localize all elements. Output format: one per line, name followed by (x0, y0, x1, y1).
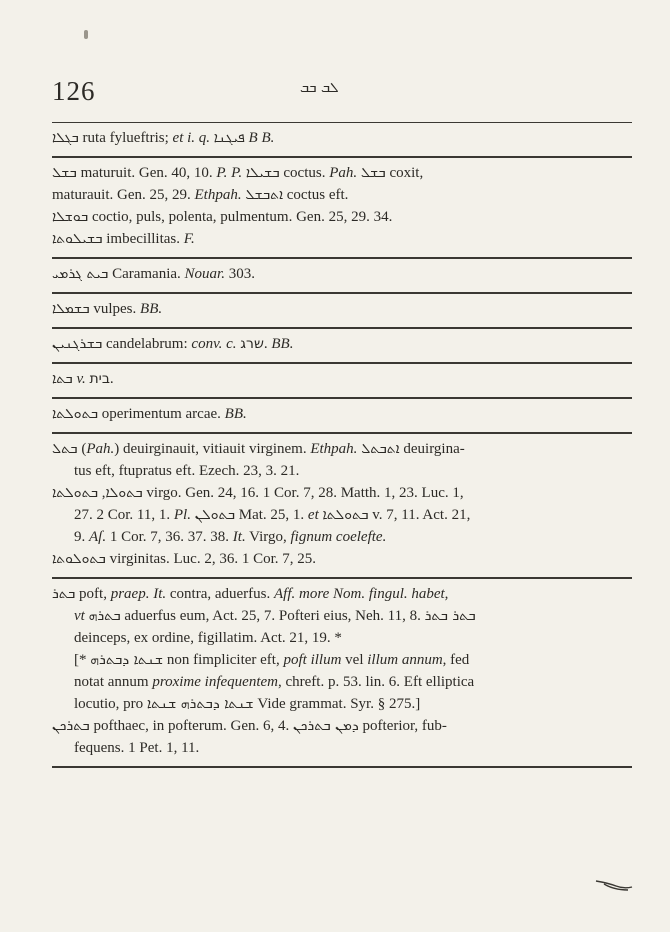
syriac-headword: ܫܢܬܐ ܕܒܬܪܗ ܫܢܬܐ (146, 696, 254, 712)
entry-line (52, 460, 632, 482)
entry-text: . (109, 371, 114, 387)
entry-line (52, 263, 632, 285)
entry-text: pofthaec, in pofterum. Gen. 6, 4. (89, 718, 293, 734)
entry-line (52, 298, 632, 320)
hebrew-word: שרג (240, 336, 264, 352)
entry-text: ) deuirginauit, vitiauit virginem. (114, 441, 311, 457)
syriac-headword: ܒܬܘܠܘܬܐ (52, 551, 106, 567)
entry-text: 1 Cor. 7, 36. 37. 38. (106, 529, 233, 545)
entry-divider (52, 156, 632, 158)
italic-text: It. (153, 586, 167, 602)
syriac-headword: ܒܬܘܠܐ (105, 485, 143, 501)
entry-text: locutio, pro (74, 696, 147, 712)
entry-divider (52, 122, 632, 123)
entry-text: v. 7, 11. Act. 21, (368, 507, 471, 523)
italic-text: et i. q. (172, 130, 211, 146)
italic-text: et (307, 507, 319, 523)
entry-text: candelabrum: (102, 336, 192, 352)
entry-line (52, 127, 632, 149)
entry-line (52, 482, 632, 504)
syriac-headword: ܒܝܬ ܓܪܡܝ (52, 266, 109, 282)
page-header (52, 76, 612, 108)
syriac-headword: ܕܡܢ ܒܬܪܟܢ (292, 718, 359, 734)
entry-line (52, 526, 632, 548)
syriac-headword: ܒܘܫܠܐ (52, 209, 89, 225)
italic-text: Aff. more Nom. fingul. habet, (274, 586, 449, 602)
dictionary-entry (52, 581, 632, 762)
entry-text: Vide grammat. Syr. § 275.] (253, 696, 421, 712)
entry-line (52, 649, 632, 671)
entry-line (52, 671, 632, 693)
italic-text: illum annum (367, 652, 443, 668)
entry-line (52, 438, 632, 460)
entry-line (52, 228, 632, 250)
italic-text: Ethpah. (194, 187, 242, 203)
syriac-headword: ܒܬܘܠܬܐ (52, 485, 99, 501)
entry-line (52, 605, 632, 627)
syriac-headword: ܒܬܪܗ (88, 608, 121, 624)
italic-text: F. (183, 231, 195, 247)
syriac-headword: ܒܬܠ (52, 441, 78, 457)
dictionary-entry (52, 261, 632, 288)
running-head: ܠܒ ܒܒ (300, 80, 339, 96)
entry-text: aduerfus eum, Act. 25, 7. Pofteri eius, Neh. 11, 8. (120, 608, 425, 624)
syriac-headword: ܒܬܪܟܢ (52, 718, 90, 734)
syriac-headword: ܒܬܘܠܬܐ (322, 507, 369, 523)
entry-text: ( (77, 441, 87, 457)
italic-text: fignum coelefte. (290, 529, 387, 545)
syriac-headword: ܒܫܪܓܢܝܢ (52, 336, 103, 352)
entry-text: , fed (442, 652, 470, 668)
entry-line (52, 403, 632, 425)
italic-text: Pah. (86, 441, 115, 457)
syriac-headword: ܒܫܡܠܐ (52, 301, 90, 317)
italic-text: BB. (271, 336, 294, 352)
syriac-headword: ܫܢܬܐ ܕܒܬܪܗ (90, 652, 164, 668)
italic-text: B B. (244, 130, 275, 146)
syriac-headword: ܒܬܪ (52, 586, 76, 602)
entry-text: poft, (75, 586, 111, 602)
hebrew-word: בית (89, 371, 110, 387)
entry-text: Caramania. (108, 266, 185, 282)
syriac-headword: ܒܬܪ ܒܬܪ (424, 608, 476, 624)
dictionary-entry (52, 125, 632, 152)
entry-text: , (98, 485, 106, 501)
entry-text: maturuit. Gen. 40, 10. (76, 165, 217, 181)
entry-line (52, 333, 632, 355)
dictionary-entry (52, 331, 632, 358)
entry-text: tus eft, ftupratus eft. Ezech. 23, 3. 21. (74, 463, 300, 479)
entry-text: operimentum arcae. (98, 406, 225, 422)
syriac-headword: ܦܝܓܢܐ (213, 130, 245, 146)
entry-text: coctus eft. (283, 187, 349, 203)
entry-divider (52, 292, 632, 294)
entry-text: 27. 2 Cor. 11, 1. (74, 507, 174, 523)
italic-text: proxime infequentem (152, 674, 278, 690)
dictionary-entries (52, 120, 632, 770)
entry-divider (52, 327, 632, 329)
italic-text: poft illum (283, 652, 342, 668)
entry-line (52, 162, 632, 184)
dictionary-entry (52, 160, 632, 253)
entry-text: vulpes. (89, 301, 141, 317)
entry-text: , chreft. p. 53. lin. 6. Eft elliptica (277, 674, 475, 690)
dictionary-entry (52, 436, 632, 573)
entry-text: 9. (74, 529, 89, 545)
syriac-headword: ܒܫܠ (360, 165, 386, 181)
entry-text: contra, aduerfus. (166, 586, 274, 602)
italic-text: Pah. (329, 165, 358, 181)
entry-line (52, 368, 632, 390)
entry-text: deinceps, ex ordine, figillatim. Act. 21, 19. * (74, 630, 342, 646)
entry-text: . (263, 336, 272, 352)
entry-text: coctus. (279, 165, 330, 181)
syriac-headword: ܒܬܐ (52, 371, 73, 387)
entry-divider (52, 397, 632, 399)
entry-text: fequens. 1 Pet. 1, 11. (74, 740, 200, 756)
entry-text: coxit, (385, 165, 424, 181)
entry-text: 303. (224, 266, 255, 282)
entry-line (52, 693, 632, 715)
italic-text: Nouar. (184, 266, 225, 282)
entry-divider (52, 432, 632, 434)
entry-line (52, 583, 632, 605)
syriac-headword: ܒܬܘܠܢ (194, 507, 235, 523)
entry-line (52, 206, 632, 228)
entry-text: vel (341, 652, 368, 668)
italic-text: BB. (224, 406, 247, 422)
italic-text: P. P. (216, 165, 243, 181)
entry-text: ruta fylueftris; (78, 130, 173, 146)
italic-text: v. (76, 371, 86, 387)
italic-text: It. (232, 529, 246, 545)
entry-text: non fimpliciter eft, (163, 652, 284, 668)
italic-text: praep. (110, 586, 150, 602)
entry-line (52, 184, 632, 206)
syriac-headword: ܒܫܝܠܐ (245, 165, 280, 181)
italic-text: vt (74, 608, 85, 624)
entry-line (52, 548, 632, 570)
entry-text: Virgo, (245, 529, 291, 545)
dictionary-entry (52, 401, 632, 428)
syriac-headword: ܐܬܒܫܠ (245, 187, 284, 203)
syriac-headword: ܒܫܝܠܘܬܐ (52, 231, 103, 247)
entry-text: pofterior, fub- (358, 718, 447, 734)
entry-divider (52, 766, 632, 768)
italic-text: Ethpah. (310, 441, 358, 457)
entry-text: virgo. Gen. 24, 16. 1 Cor. 7, 28. Matth. 1, 23. Luc. 1, (142, 485, 464, 501)
entry-line (52, 737, 632, 759)
entry-text: deuirgina- (399, 441, 465, 457)
syriac-headword: ܒܓܠܐ (52, 130, 79, 146)
italic-text: conv. c. (191, 336, 237, 352)
dictionary-entry (52, 296, 632, 323)
entry-text: imbecillitas. (102, 231, 184, 247)
entry-divider (52, 577, 632, 579)
italic-text: Aſ. (89, 529, 107, 545)
entry-text: coctio, puls, polenta, pulmentum. Gen. 25, 29. 34. (88, 209, 393, 225)
entry-text: notat annum (74, 674, 153, 690)
entry-divider (52, 257, 632, 259)
page-number: 126 (52, 76, 96, 106)
ink-speck (84, 30, 88, 39)
syriac-headword: ܒܫܠ (52, 165, 77, 181)
entry-text: Mat. 25, 1. (234, 507, 308, 523)
entry-text: maturauit. Gen. 25, 29. (52, 187, 195, 203)
entry-line (52, 627, 632, 649)
syriac-headword: ܐܬܒܬܠ (361, 441, 400, 457)
entry-text: virginitas. Luc. 2, 36. 1 Cor. 7, 25. (105, 551, 316, 567)
italic-text: Pl. (173, 507, 191, 523)
dictionary-entry (52, 366, 632, 393)
syriac-headword: ܒܬܘܠܬܐ (52, 406, 99, 422)
entry-divider (52, 362, 632, 364)
end-flourish-icon (594, 878, 634, 892)
entry-line (52, 715, 632, 737)
italic-text: BB. (140, 301, 163, 317)
entry-text: [* (74, 652, 91, 668)
entry-line (52, 504, 632, 526)
